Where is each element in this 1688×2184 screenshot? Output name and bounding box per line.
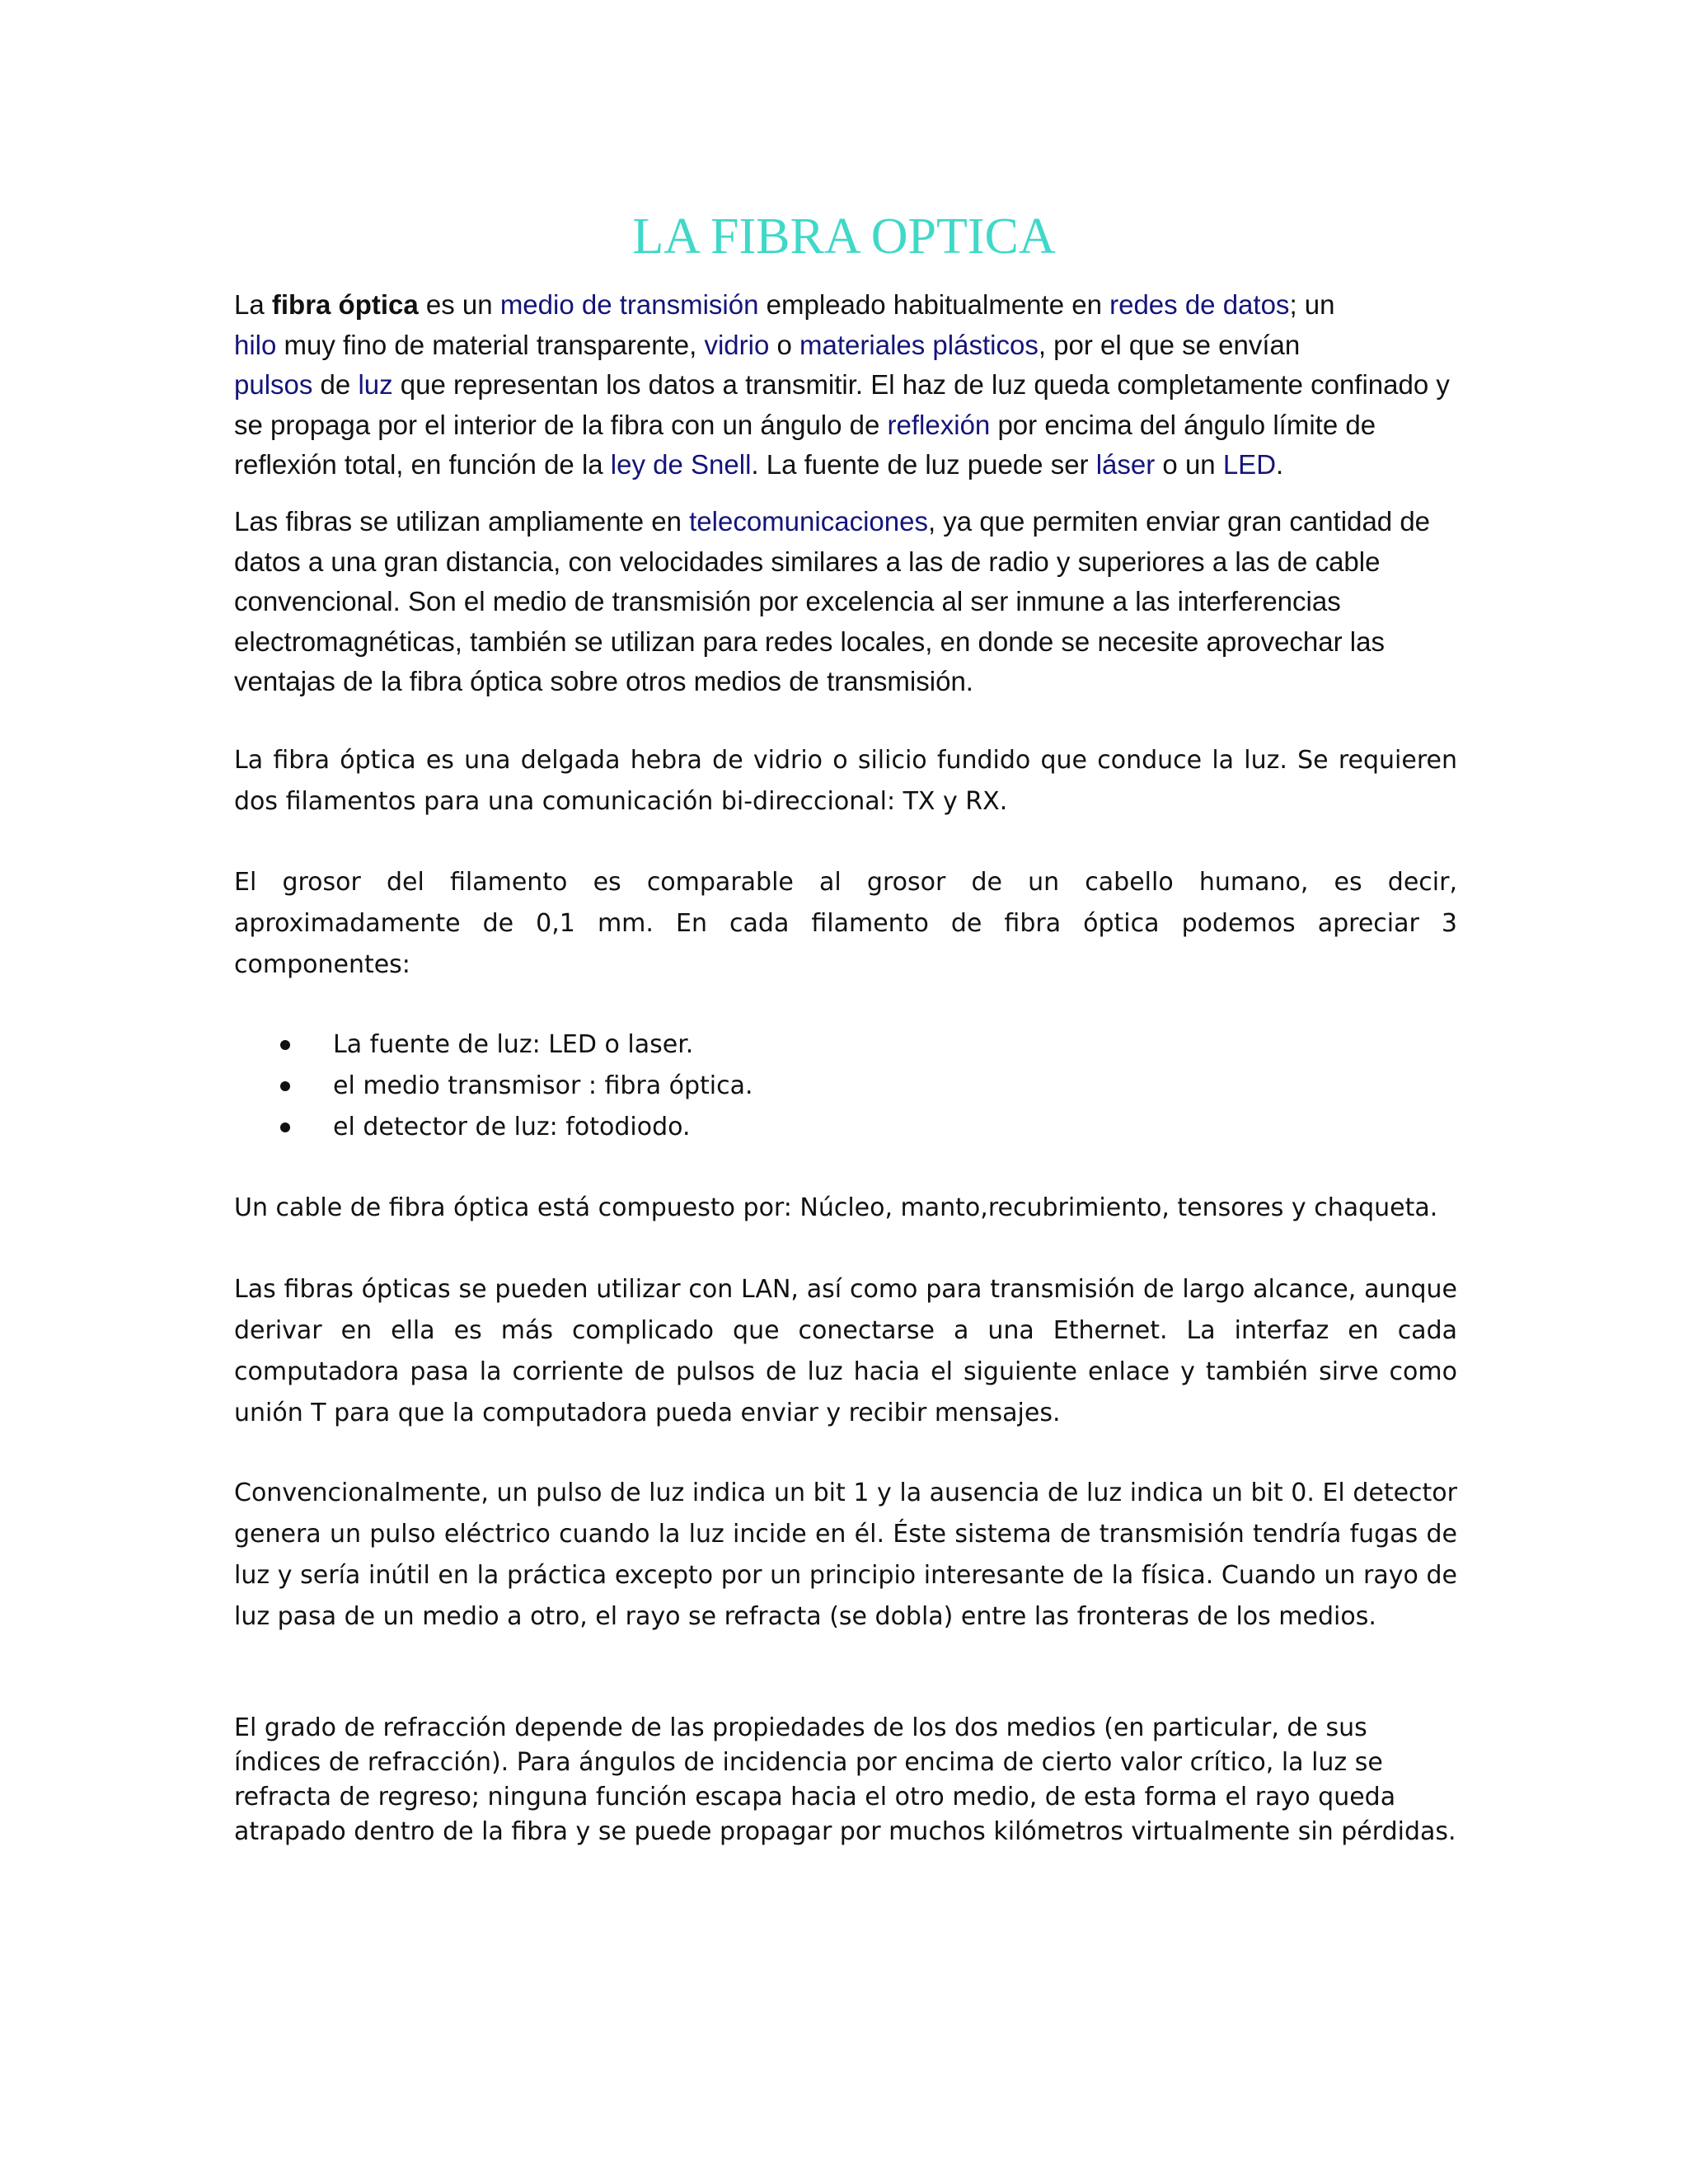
intro-text: que representan los datos a transmitir. El haz de luz queda completamente confinado y se propaga por el interior de la fibra con un ángulo de [234,369,1450,440]
intro-paragraph [234,285,1457,485]
intro-text: . La fuente de luz puede ser [751,449,1096,480]
intro-text: o [769,329,800,360]
link-materiales-plasticos[interactable]: materiales plásticos [799,329,1039,360]
link-hilo[interactable]: hilo [234,329,277,360]
link-vidrio[interactable]: vidrio [704,329,770,360]
intro-text: La [234,289,272,320]
link-reflexion[interactable]: reflexión [887,409,991,440]
list-item [234,1024,753,1066]
link-telecomunicaciones[interactable]: telecomunicaciones [689,506,928,537]
intro-text: . [1276,449,1284,480]
lan-paragraph: Las fibras ópticas se pueden utilizar con LAN, así como para transmisión de largo alcance, aunque derivar en ella es más complicado que conectarse a una Ethernet. La interfaz en cada computadora pasa la corriente de pulsos de luz hacia el siguiente enlace y también sirve como unión T para que la computadora pueda enviar y recibir mensajes. [234,1275,1457,1427]
intro-text: muy fino de material transparente, [276,329,705,360]
telecom-paragraph [234,502,1457,702]
pulso-paragraph: Convencionalmente, un pulso de luz indica un bit 1 y la ausencia de luz indica un bit 0. El detector genera un pulso eléctrico cuando la luz incide en él. Éste sistema de transmisión tendría fugas de luz y sería inútil en la práctica excepto por un principio interesante de la física. Cuando un rayo de luz pasa de un medio a otro, el rayo se refracta (se dobla) entre las fronteras de los medios. [234,1479,1457,1631]
link-medio-de-transmision[interactable]: medio de transmisión [499,289,759,320]
telecom-text: Las fibras se utilizan ampliamente en [234,506,690,537]
cable-paragraph: Un cable de fibra óptica está compuesto por: Núcleo, manto,recubrimiento, tensores y chaqueta. [234,1193,1438,1222]
intro-text: de [312,369,359,400]
telecom-text: , ya que permiten enviar gran cantidad de datos a una gran distancia, con velocidades similares a las de radio y superiores a las de cable convencional. Son el medio de transmisión por excelencia al ser inmune a las interferencias electromagnéticas, también se utilizan para redes locales, en donde se necesite aprovechar las ventajas de la fibra óptica sobre otros medios de transmisión. [234,506,1431,696]
components-list [234,1024,753,1148]
intro-text: , por el que se envían [1038,329,1301,360]
intro-text: por encima del ángulo límite de reflexión total, en función de la [234,409,1376,480]
bullet-icon [280,1081,290,1091]
refraccion-paragraph: El grado de refracción depende de las propiedades de los dos medios (en particular, de sus índices de refracción). Para ángulos de incidencia por encima de cierto valor crítico, la luz se refracta de regreso; ninguna función escapa hacia el otro medio, de esta forma el rayo queda atrapado dentro de la fibra y se puede propagar por muchos kilómetros virtualmente sin pérdidas. [234,1713,1456,1846]
link-redes-de-datos[interactable]: redes de datos [1109,289,1290,320]
hebra-paragraph: La fibra óptica es una delgada hebra de vidrio o silicio fundido que conduce la luz. Se requieren dos filamentos para una comunicación bi-direccional: TX y RX. [234,746,1457,816]
link-ley-de-snell[interactable]: ley de Snell [610,449,752,480]
list-item-text: el detector de luz: fotodiodo. [333,1113,691,1141]
list-item-text: La fuente de luz: LED o laser. [333,1030,694,1059]
intro-text: es un [418,289,500,320]
list-item [234,1066,753,1107]
intro-text: empleado habitualmente en [758,289,1110,320]
bullet-icon [280,1040,290,1050]
bullet-icon [280,1122,290,1132]
page-title: LA FIBRA OPTICA [632,209,1056,265]
list-item [234,1107,753,1148]
link-led[interactable]: LED [1222,449,1277,480]
intro-text: o un [1155,449,1223,480]
intro-bold-term: fibra óptica [271,289,419,320]
grosor-paragraph: El grosor del filamento es comparable al grosor de un cabello humano, es decir, aproximadamente de 0,1 mm. En cada filamento de fibra óptica podemos apreciar 3 componentes: [234,868,1457,979]
link-pulsos[interactable]: pulsos [234,369,313,400]
intro-text: ; un [1289,289,1335,320]
list-item-text: el medio transmisor : fibra óptica. [333,1071,753,1100]
link-laser[interactable]: láser [1095,449,1156,480]
link-luz[interactable]: luz [358,369,393,400]
